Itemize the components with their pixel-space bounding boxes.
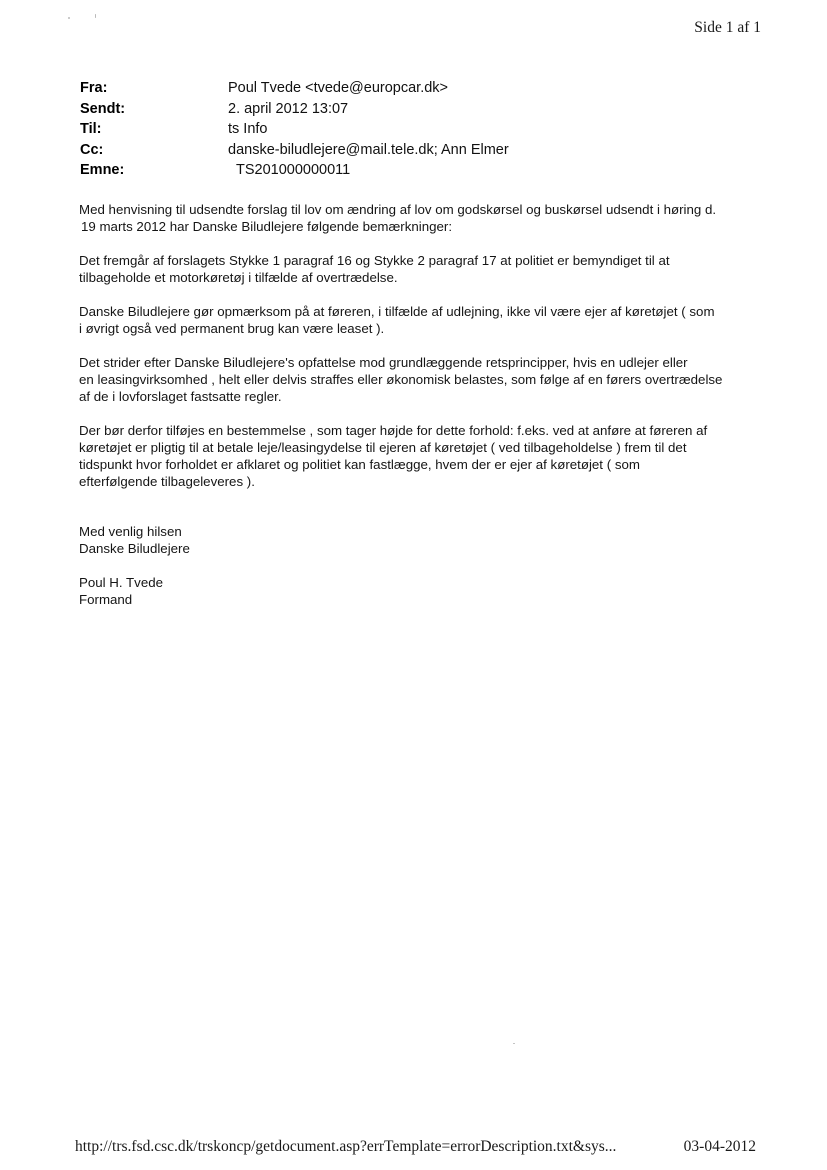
signature-name: Poul H. Tvede	[79, 575, 164, 590]
header-row-from	[80, 78, 509, 99]
body-line: tilbageholde et motorkøretøj i tilfælde af overtrædelse.	[79, 270, 398, 285]
cc-value: danske-biludlejere@mail.tele.dk; Ann Elmer	[228, 141, 509, 158]
scan-speck	[513, 1043, 515, 1044]
body-line: i øvrigt også ved permanent brug kan være leaset ).	[79, 321, 385, 336]
header-row-sent	[80, 99, 509, 120]
from-value: Poul Tvede <tvede@europcar.dk>	[228, 80, 449, 96]
to-label: Til:	[80, 121, 102, 137]
cc-label: Cc:	[80, 141, 104, 158]
scan-speck	[68, 17, 70, 19]
body-line: af de i lovforslaget fastsatte regler.	[79, 389, 282, 404]
page-indicator: Side 1 af 1	[694, 19, 761, 36]
to-value: ts Info	[228, 121, 268, 137]
body-paragraph	[79, 354, 769, 405]
scan-speck	[95, 14, 96, 18]
body-paragraph	[79, 422, 769, 490]
print-footer	[75, 1138, 756, 1156]
body-line: Det strider efter Danske Biludlejere's opfattelse mod grundlæggende retsprincipper, hvis en udlejer eller	[79, 355, 688, 370]
email-body	[79, 201, 769, 608]
body-paragraph	[79, 252, 769, 286]
subject-label: Emne:	[80, 162, 125, 178]
closing-greeting: Med venlig hilsen	[79, 524, 182, 539]
body-line: efterfølgende tilbageleveres ).	[79, 474, 255, 489]
body-line: 19 marts 2012 har Danske Biludlejere følgende bemærkninger:	[81, 219, 453, 234]
body-line: køretøjet er pligtig til at betale leje/leasingydelse til ejeren af køretøjet ( ved tilbageholdelse ) frem til det	[79, 440, 687, 455]
body-line: Med henvisning til udsendte forslag til lov om ændring af lov om godskørsel og buskørsel udsendt i høring d.	[79, 202, 717, 217]
footer-url: http://trs.fsd.csc.dk/trskoncp/getdocument.asp?errTemplate=errorDescription.txt&sys...	[75, 1138, 617, 1155]
signature-title: Formand	[79, 592, 133, 607]
body-paragraph	[79, 201, 769, 235]
body-line: Der bør derfor tilføjes en bestemmelse , som tager højde for dette forhold: f.eks. ved at anføre at føreren af	[79, 423, 708, 438]
header-row-cc	[80, 140, 509, 161]
footer-date: 03-04-2012	[683, 1138, 756, 1155]
closing-organization: Danske Biludlejere	[79, 541, 190, 556]
header-row-to	[80, 119, 509, 140]
from-label: Fra:	[80, 80, 108, 96]
body-paragraph	[79, 303, 769, 337]
sent-value: 2. april 2012 13:07	[228, 100, 349, 117]
subject-value: TS201000000011	[236, 162, 351, 178]
body-line: tidspunkt hvor forholdet er afklaret og politiet kan fastlægge, hvem der er ejer af køretøjet ( som	[79, 457, 640, 472]
closing-block	[79, 523, 769, 557]
body-line: en leasingvirksomhed , helt eller delvis straffes eller økonomisk belastes, som følge af en førers overtrædelse	[79, 372, 723, 387]
body-line: Det fremgår af forslagets Stykke 1 paragraf 16 og Stykke 2 paragraf 17 at politiet er bemyndiget til at	[79, 253, 670, 268]
email-header-block	[80, 78, 509, 181]
body-line: Danske Biludlejere gør opmærksom på at føreren, i tilfælde af udlejning, ikke vil være ejer af køretøjet ( som	[79, 304, 715, 319]
header-row-subject	[80, 160, 509, 181]
signature-block	[79, 574, 769, 608]
sent-label: Sendt:	[80, 100, 126, 117]
